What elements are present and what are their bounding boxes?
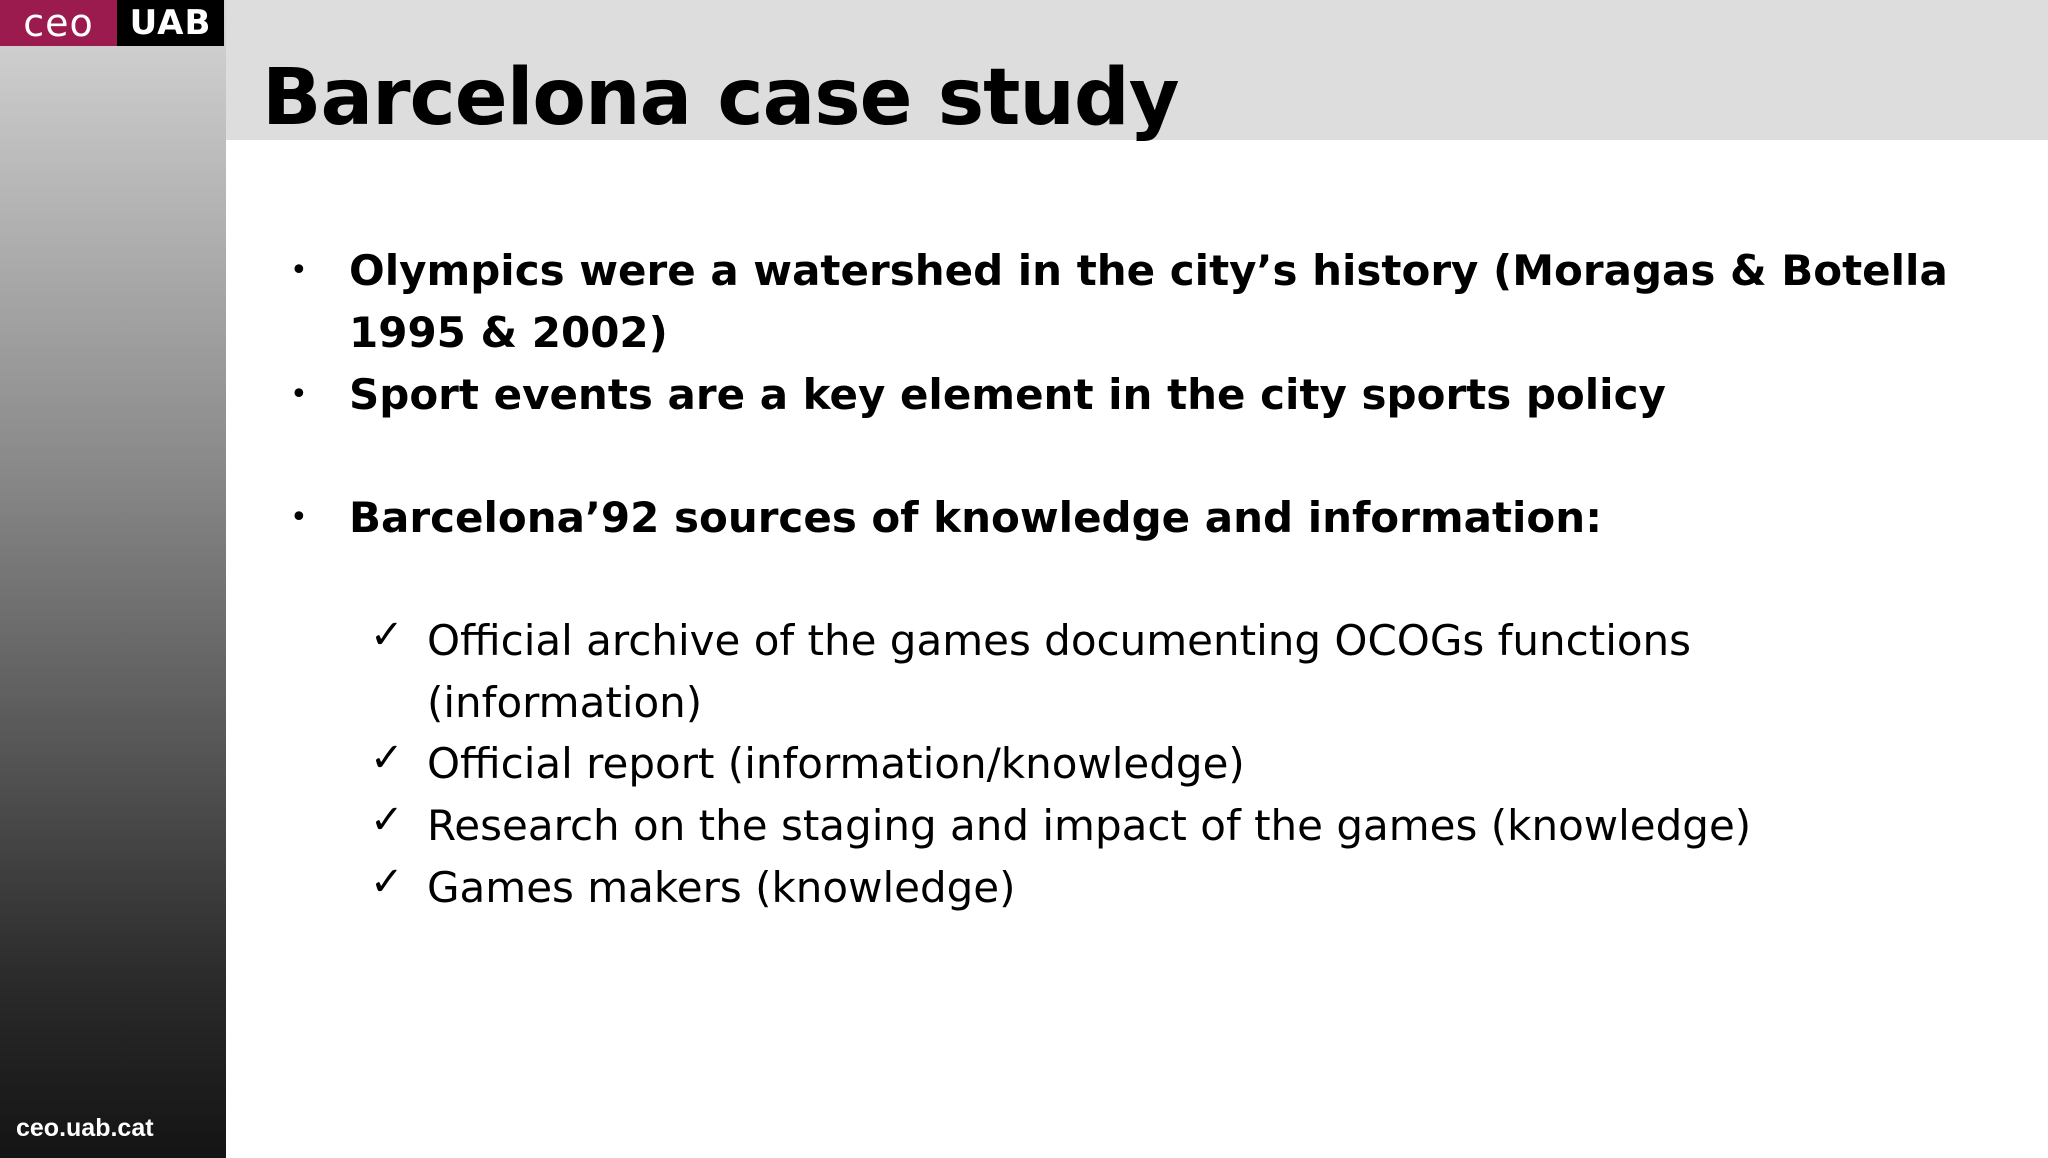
bullet-text: Sport events are a key element in the city sports policy <box>349 370 1666 419</box>
bullet-icon: • <box>290 253 308 288</box>
checklist-text: Official archive of the games documenting OCOGs functions (information) <box>427 616 1692 727</box>
checkmark-icon: ✓ <box>370 797 404 843</box>
site-url: ceo.uab.cat <box>16 1114 154 1142</box>
checklist-text: Games makers (knowledge) <box>427 863 1016 912</box>
checklist-text: Official report (information/knowledge) <box>427 739 1245 788</box>
checkmark-icon: ✓ <box>370 859 404 905</box>
checkmark-icon: ✓ <box>370 612 404 658</box>
bullet-icon: • <box>290 500 308 535</box>
checklist-text: Research on the staging and impact of the games (knowledge) <box>427 801 1752 850</box>
slide-title: Barcelona case study <box>262 53 1179 143</box>
bullet-icon: • <box>290 377 308 412</box>
bullet-text: Olympics were a watershed in the city’s history (Moragas & Botella 1995 & 2002) <box>349 246 1948 357</box>
ceo-logo: ceo <box>0 0 117 46</box>
uab-logo: UAB <box>117 0 224 46</box>
checkmark-icon: ✓ <box>370 735 404 781</box>
bullet-text: Barcelona’92 sources of knowledge and information: <box>349 493 1602 542</box>
